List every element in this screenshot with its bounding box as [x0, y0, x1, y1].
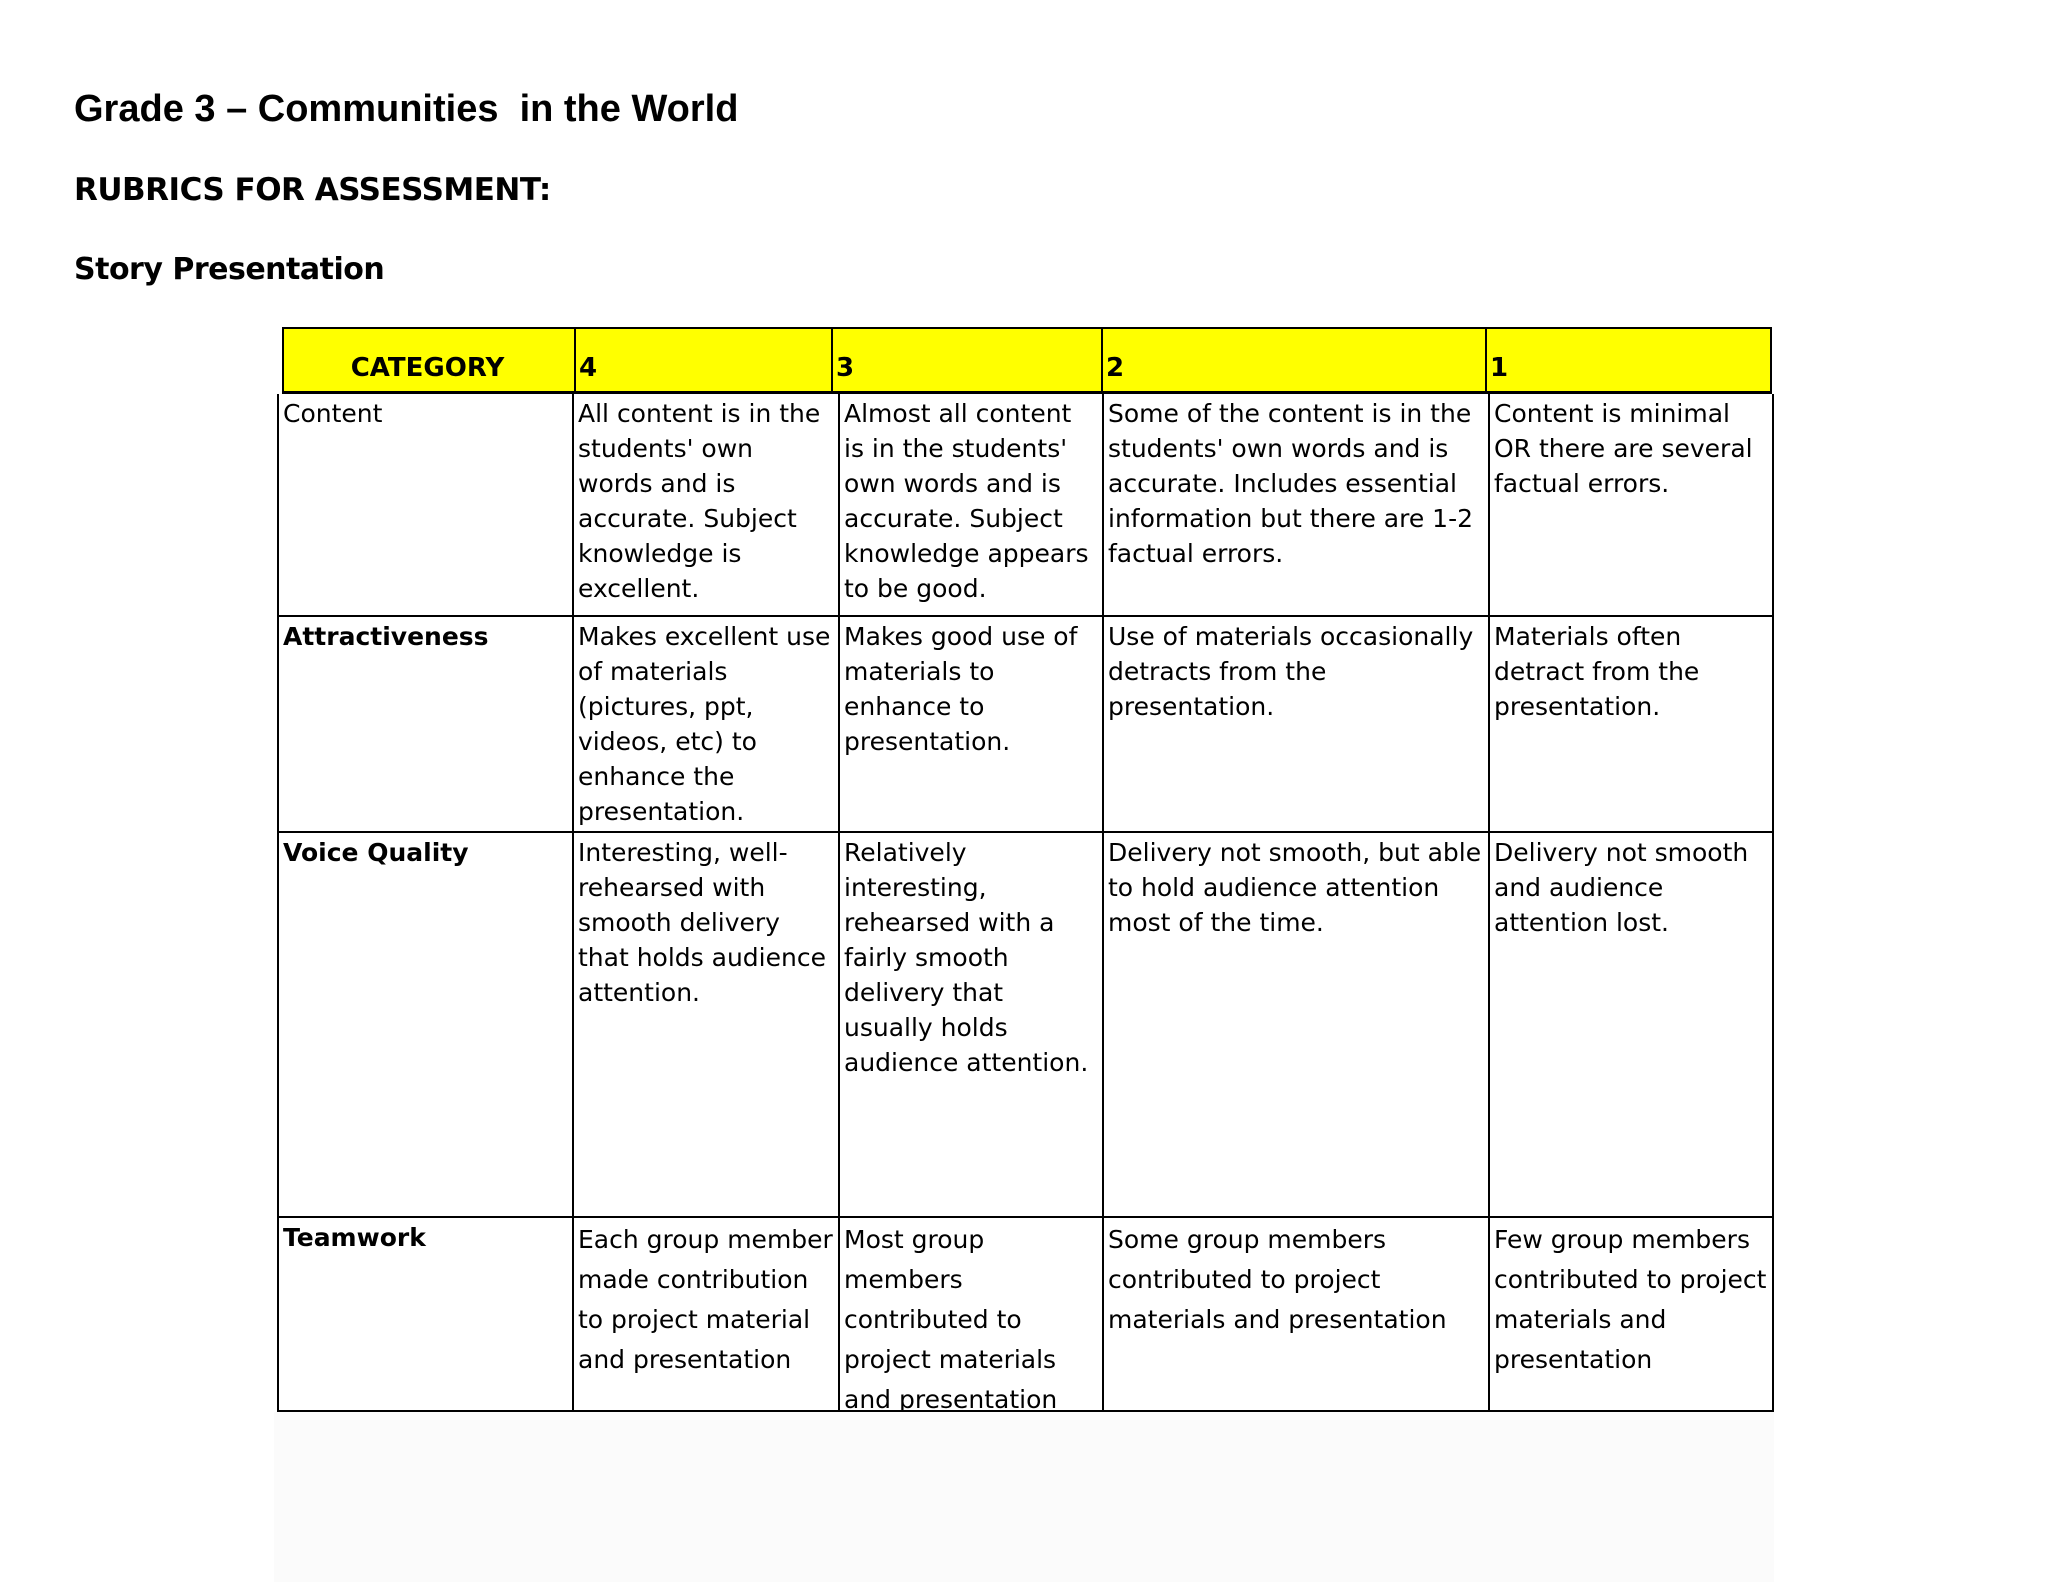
score-2-cell: Delivery not smooth, but able to hold audience attention most of the time. — [1102, 833, 1488, 1216]
header-score-4: 4 — [574, 329, 831, 391]
header-category: CATEGORY — [350, 353, 505, 383]
score-1-cell: Delivery not smooth and audience attention lost. — [1488, 833, 1772, 1216]
score-2-cell: Some of the content is in the students' own words and is accurate. Includes essential information but there are 1-2 factual errors. — [1102, 394, 1488, 615]
score-3-cell: Makes good use of materials to enhance to presentation. — [838, 617, 1102, 831]
score-4-cell: Interesting, well-rehearsed with smooth delivery that holds audience attention. — [572, 833, 838, 1216]
section-heading: Story Presentation — [74, 252, 385, 287]
rubric-row-attractiveness — [279, 617, 1772, 833]
page-margin-area — [274, 1412, 1774, 1582]
score-3-cell: Almost all content is in the students' own words and is accurate. Subject knowledge appears to be good. — [838, 394, 1102, 615]
rubric-row-voice-quality — [279, 833, 1772, 1218]
score-2-cell: Use of materials occasionally detracts from the presentation. — [1102, 617, 1488, 831]
score-3-cell: Relatively interesting, rehearsed with a fairly smooth delivery that usually holds audience attention. — [838, 833, 1102, 1216]
header-score-1: 1 — [1485, 329, 1770, 391]
score-1-cell: Few group members contributed to project materials and presentation — [1488, 1218, 1772, 1412]
row-category: Teamwork — [283, 1223, 426, 1252]
rubric-table — [277, 394, 1774, 1412]
score-4-cell: Makes excellent use of materials (pictures, ppt, videos, etc) to enhance the presentation. — [572, 617, 838, 831]
score-4-cell: All content is in the students' own words and is accurate. Subject knowledge is excellent. — [572, 394, 838, 615]
rubric-row-teamwork — [279, 1218, 1772, 1412]
row-category: Content — [283, 399, 383, 428]
header-score-3: 3 — [831, 329, 1101, 391]
score-3-cell: Most group members contributed to project materials and presentation — [838, 1218, 1102, 1412]
document-title: Grade 3 – Communities in the World — [74, 88, 739, 130]
score-1-cell: Materials often detract from the presentation. — [1488, 617, 1772, 831]
header-score-2: 2 — [1101, 329, 1485, 391]
score-2-cell: Some group members contributed to project materials and presentation — [1102, 1218, 1488, 1412]
row-category: Voice Quality — [283, 838, 469, 867]
score-1-cell: Content is minimal OR there are several factual errors. — [1488, 394, 1772, 615]
rubric-header-row — [282, 327, 1772, 394]
score-4-cell: Each group member made contribution to project material and presentation — [572, 1218, 838, 1412]
rubrics-heading: RUBRICS FOR ASSESSMENT: — [74, 172, 551, 208]
rubric-row-content — [279, 394, 1772, 617]
row-category: Attractiveness — [283, 622, 489, 651]
